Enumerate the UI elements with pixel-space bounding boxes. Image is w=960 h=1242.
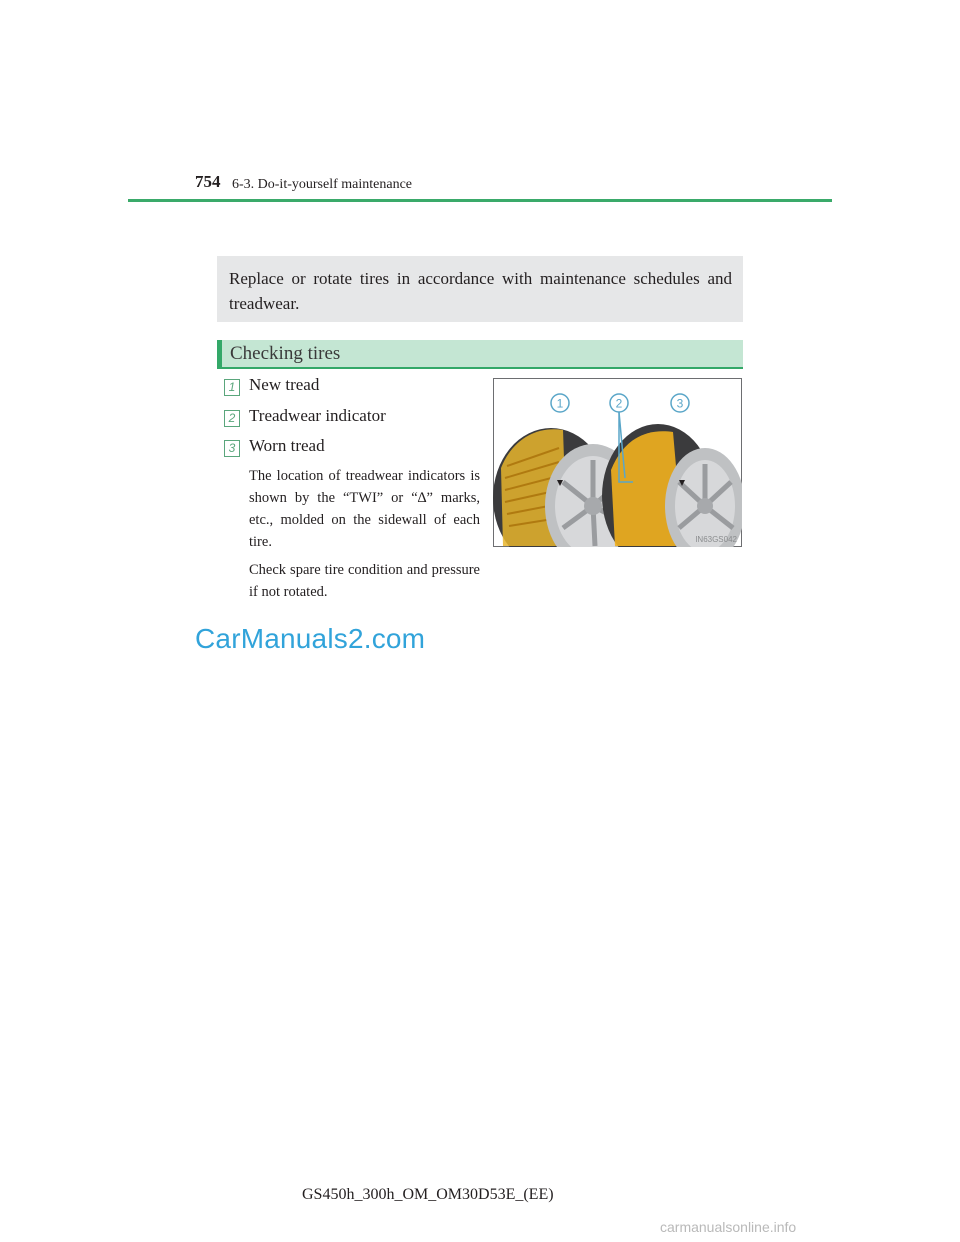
callout-1-label: 1 <box>556 396 564 411</box>
item-label: Treadwear indicator <box>249 406 386 425</box>
intro-box: Replace or rotate tires in accordance with maintenance schedules and treadwear. <box>217 256 743 322</box>
section-title: 6-3. Do-it-yourself maintenance <box>232 177 412 192</box>
figure-code: IN63GS042 <box>695 535 737 544</box>
page-number: 754 <box>195 172 221 191</box>
number-badge: 1 <box>224 379 240 396</box>
spare-tire-note: Check spare tire condition and pressure if not rotated. <box>249 562 480 600</box>
callout-3-icon <box>671 394 689 412</box>
item-label: Worn tread <box>249 436 325 455</box>
item-label: New tread <box>249 375 320 394</box>
footer-watermark: carmanualsonline.info <box>660 1219 797 1235</box>
list-item <box>224 435 325 457</box>
section-heading: Checking tires <box>217 340 743 369</box>
tire-illustration <box>493 378 742 547</box>
callout-2-label: 2 <box>615 396 623 411</box>
callout-2-icon <box>610 394 628 412</box>
watermark-logo: CarManuals2.com <box>195 623 426 654</box>
number-badge: 3 <box>224 440 240 457</box>
header-divider <box>128 199 832 202</box>
callout-1-icon <box>551 394 569 412</box>
callout-3-label: 3 <box>676 396 684 411</box>
list-item <box>224 374 319 396</box>
list-item <box>224 405 386 427</box>
footer-document-code: GS450h_300h_OM_OM30D53E_(EE) <box>302 1186 554 1203</box>
treadwear-location-note: The location of treadwear indicators is shown by the “TWI” or “∆” marks, etc., molded on the sidewall of each tire. <box>249 468 480 550</box>
number-badge: 2 <box>224 410 240 427</box>
